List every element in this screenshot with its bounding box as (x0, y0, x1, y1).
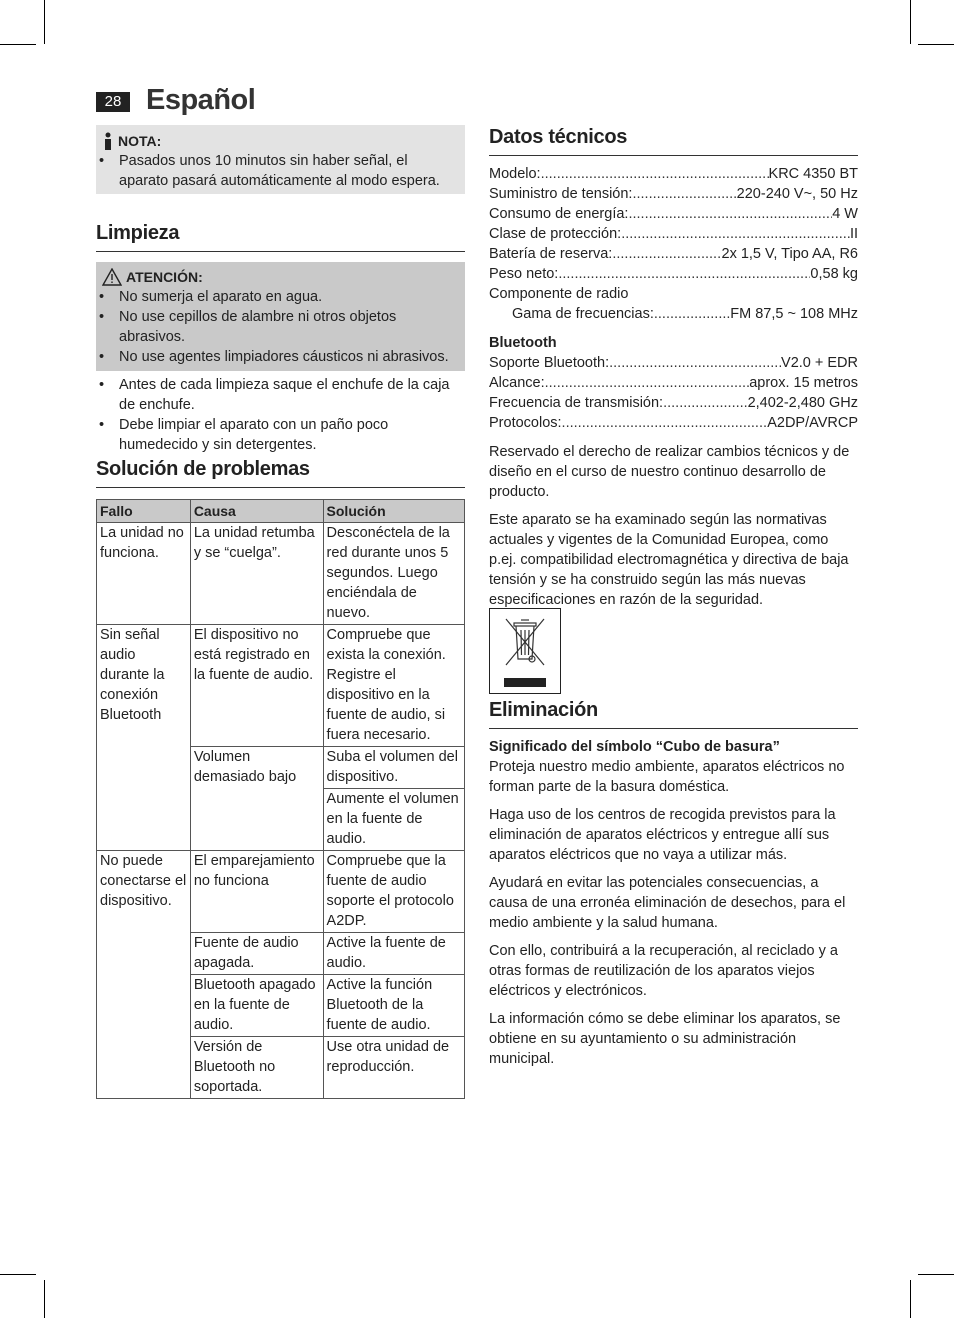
spec-row: Consumo de energía: ..... 4 W (489, 204, 858, 224)
cell-fallo: No puede conectarse el dispositivo. (97, 851, 191, 1099)
troubleshooting-table (96, 499, 465, 1099)
datos-section (489, 126, 858, 610)
warning-box (96, 262, 465, 371)
crop-mark (910, 0, 911, 44)
spec-row: Peso neto: ..... 0,58 kg (489, 264, 858, 284)
warning-header (102, 267, 455, 287)
cell-causa: Volumen demasiado bajo (190, 747, 323, 851)
table-header-row (97, 500, 465, 523)
header-fallo: Fallo (97, 500, 191, 523)
warning-triangle-icon (102, 268, 122, 286)
page-number: 28 (96, 92, 130, 112)
crop-mark (44, 1280, 45, 1318)
crop-mark (0, 44, 36, 45)
cell-causa: Bluetooth apagado en la fuente de audio. (190, 975, 323, 1037)
problemas-section (96, 458, 465, 1099)
crop-mark (0, 1274, 36, 1275)
eliminacion-title: Eliminación (489, 699, 858, 729)
limpieza-section (96, 222, 465, 455)
weee-symbol (489, 608, 561, 694)
spec-row: Clase de protección: ..... II (489, 224, 858, 244)
note-label: NOTA: (118, 133, 162, 149)
cell-causa: El dispositivo no está registrado en la fuente de audio. (190, 625, 323, 747)
warning-item: • No use cepillos de alambre ni otros objetos abrasivos. (96, 307, 455, 347)
problemas-title: Solución de problemas (96, 458, 465, 488)
info-icon (102, 132, 114, 150)
warning-item: • No use agentes limpiadores cáusticos ni abrasivos. (96, 347, 455, 367)
spec-row: Soporte Bluetooth: ..... V2.0 + EDR (489, 353, 858, 373)
spec-row: Gama de frecuencias: ..... FM 87,5 ~ 108 MHz (489, 304, 858, 324)
header-solucion: Solución (323, 500, 464, 523)
eliminacion-paragraph: La información cómo se debe eliminar los aparatos, se obtiene en su ayuntamiento o su administración municipal. (489, 1011, 841, 1067)
table-row (97, 851, 465, 933)
warning-label: ATENCIÓN: (126, 269, 203, 285)
language-title: Español (146, 84, 256, 116)
cell-fallo: Sin señal audio durante la conexión Bluetooth (97, 625, 191, 851)
cell-causa: Versión de Bluetooth no soportada. (190, 1037, 323, 1099)
eliminacion-paragraph: Con ello, contribuirá a la recuperación, al reciclado y a otras formas de reutilización de los aparatos viejos eléctricos y electrónicos. (489, 943, 838, 999)
spec-row: Modelo: ..... KRC 4350 BT (489, 164, 858, 184)
spec-row: Suministro de tensión: ..... 220-240 V~, 50 Hz (489, 184, 858, 204)
datos-paragraph: Este aparato se ha examinado según las normativas actuales y vigentes de la Comunidad Europea, como p.ej. compatibilidad electromagnética y directiva de baja tensión y se ha construido según las más nuevas especificaciones en razón de la seguridad. (489, 512, 849, 608)
cell-causa: Fuente de audio apagada. (190, 933, 323, 975)
crop-mark (910, 1280, 911, 1318)
spec-row: Alcance: ..... aprox. 15 metros (489, 373, 858, 393)
eliminacion-paragraph: Proteja nuestro medio ambiente, aparatos eléctricos no forman parte de la basura doméstica. (489, 759, 845, 795)
cell-solucion: Desconéctela de la red durante unos 5 segundos. Luego enciéndala de nuevo. (323, 523, 464, 625)
header-causa: Causa (190, 500, 323, 523)
crop-mark (918, 44, 954, 45)
eliminacion-section (489, 699, 858, 1069)
table-row (97, 625, 465, 747)
crossed-bin-icon (490, 609, 560, 693)
cleaning-item: • Debe limpiar el aparato con un paño poco humedecido y sin detergentes. (96, 415, 457, 455)
note-item: • Pasados unos 10 minutos sin haber señal, el aparato pasará automáticamente al modo espera. (96, 151, 455, 191)
note-box (96, 125, 465, 194)
radio-label: Componente de radio (489, 286, 629, 302)
cell-solucion: Compruebe que exista la conexión. Registre el dispositivo en la fuente de audio, si fuera necesario. (323, 625, 464, 747)
spec-row: Protocolos: ..... A2DP/AVRCP (489, 413, 858, 433)
cell-solucion: Active la función Bluetooth de la fuente de audio. (323, 975, 464, 1037)
eliminacion-paragraph: Ayudará en evitar las potenciales consecuencias, a causa de una erronéa eliminación de desechos, para el medio ambiente y la salud humana. (489, 875, 846, 931)
cell-solucion: Active la fuente de audio. (323, 933, 464, 975)
bluetooth-head: Bluetooth (489, 335, 557, 351)
table-row (97, 523, 465, 625)
spec-row: Frecuencia de transmisión: ..... 2,402-2,480 GHz (489, 393, 858, 413)
spec-row: Batería de reserva: ..... 2x 1,5 V, Tipo AA, R6 (489, 244, 858, 264)
crop-mark (918, 1274, 954, 1275)
cleaning-item: • Antes de cada limpieza saque el enchufe de la caja de enchufe. (96, 375, 457, 415)
spec-list (489, 164, 858, 324)
bluetooth-spec-list (489, 353, 858, 433)
eliminacion-paragraph: Haga uso de los centros de recogida previstos para la eliminación de aparatos eléctricos y entregue allí sus aparatos eléctricos que no vaya a utilizar más. (489, 807, 836, 863)
bin-symbol-subhead: Significado del símbolo “Cubo de basura” (489, 739, 780, 755)
datos-paragraph: Reservado el derecho de realizar cambios técnicos y de diseño en el curso de nuestro continuo desarrollo de producto. (489, 444, 850, 500)
cell-solucion: Use otra unidad de reproducción. (323, 1037, 464, 1099)
cell-causa: El emparejamiento no funciona (190, 851, 323, 933)
cell-causa: La unidad retumba y se “cuelga”. (190, 523, 323, 625)
note-header (102, 131, 455, 151)
cell-solucion: Suba el volumen del dispositivo. (323, 747, 464, 789)
datos-title: Datos técnicos (489, 126, 858, 156)
warning-item: • No sumerja el aparato en agua. (96, 287, 455, 307)
crop-mark (44, 0, 45, 44)
cell-solucion: Aumente el volumen en la fuente de audio. (323, 789, 464, 851)
cell-solucion: Compruebe que la fuente de audio soporte el protocolo A2DP. (323, 851, 464, 933)
cell-fallo: La unidad no funciona. (97, 523, 191, 625)
limpieza-title: Limpieza (96, 222, 465, 252)
